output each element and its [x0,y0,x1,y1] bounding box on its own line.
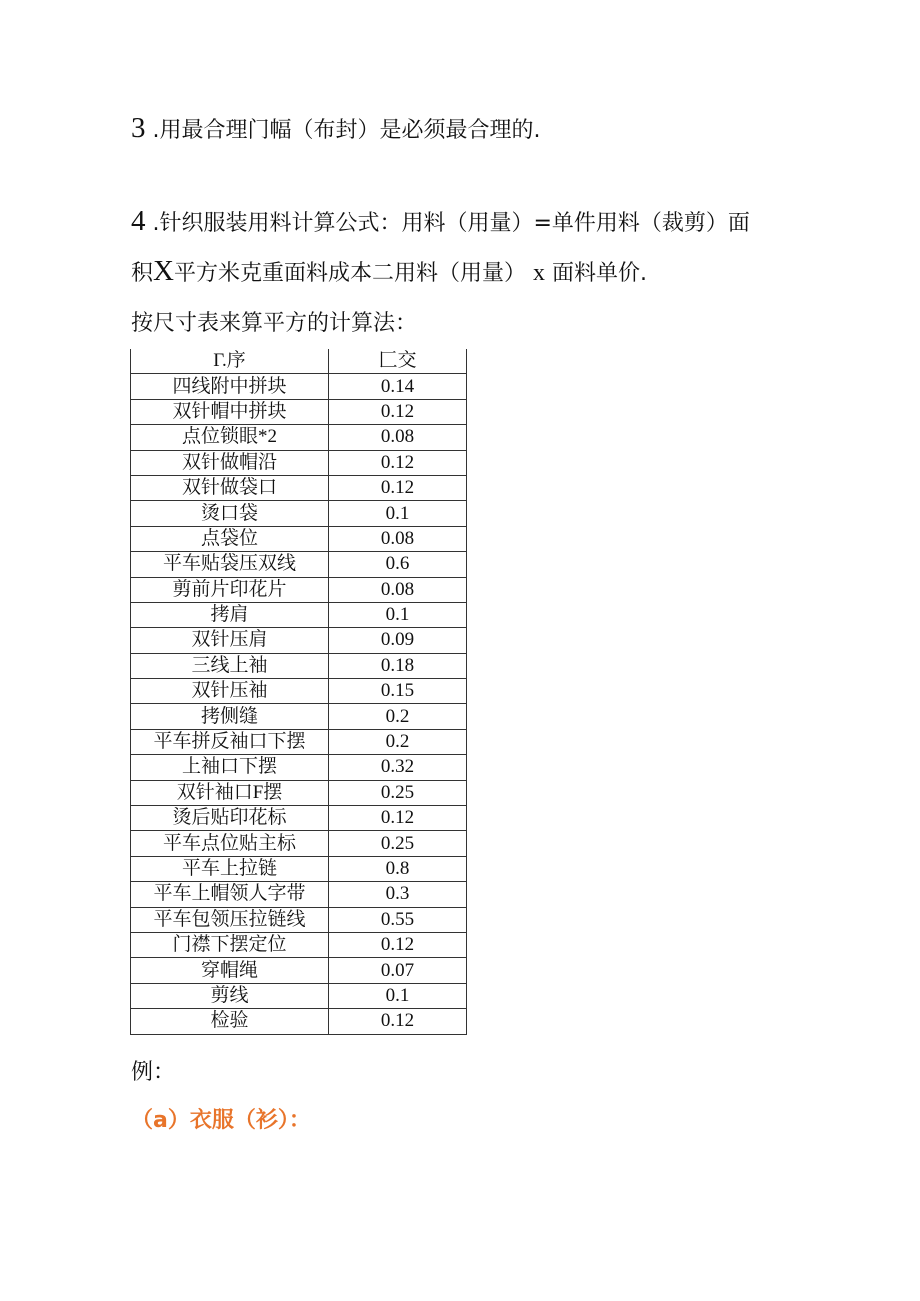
paragraph-4-line-2-part-a: 积 [131,261,154,286]
process-name-cell: 平车点位贴主标 [131,831,329,856]
process-name-cell: 剪前片印花片 [131,577,329,602]
process-name-cell: 烫口袋 [131,501,329,526]
table-row [131,526,467,551]
process-value-cell: 0.3 [329,882,467,907]
multiply-symbol: X [153,255,174,287]
process-value-cell: 0.55 [329,907,467,932]
process-name-cell: 双针袖口F摆 [131,780,329,805]
process-value-cell: 0.1 [329,983,467,1008]
process-value-cell: 0.12 [329,806,467,831]
process-name-cell: 四线附中拼块 [131,374,329,399]
process-value-cell: 0.25 [329,780,467,805]
table-header-row [131,349,467,374]
process-name-cell: 平车贴袋压双线 [131,552,329,577]
table-row [131,907,467,932]
paragraph-4-number: 4 [131,205,146,237]
process-value-cell: 0.1 [329,602,467,627]
table-row [131,628,467,653]
process-name-cell: 门襟下摆定位 [131,932,329,957]
process-value-cell: 0.15 [329,679,467,704]
paragraph-4-line-2-part-b: 平方米克重面料成本二用料（用量） [173,261,526,286]
subheading-clothing: （a）衣服（衫）： [131,1108,311,1133]
table-row [131,425,467,450]
process-name-cell: 双针压袖 [131,679,329,704]
paragraph-5: 按尺寸表来算平方的计算法： [131,311,418,336]
process-name-cell: 双针帽中拼块 [131,399,329,424]
process-value-cell: 0.6 [329,552,467,577]
table-row [131,374,467,399]
process-value-cell: 0.12 [329,1009,467,1034]
table-row [131,882,467,907]
process-name-cell: 双针做帽沿 [131,450,329,475]
process-value-cell: 0.08 [329,577,467,602]
table-row [131,679,467,704]
process-name-cell: 烫后贴印花标 [131,806,329,831]
process-name-cell: 平车拼反袖口下摆 [131,729,329,754]
example-label: 例： [131,1060,176,1085]
process-value-cell: 0.08 [329,425,467,450]
process-value-cell: 0.12 [329,399,467,424]
process-value-cell: 0.08 [329,526,467,551]
process-name-cell: 拷肩 [131,602,329,627]
process-name-cell: 点位锁眼*2 [131,425,329,450]
paragraph-4-line-1 [131,206,750,239]
process-name-cell: 穿帽绳 [131,958,329,983]
table-header-process: Γ.序 [131,349,329,374]
table-row [131,1009,467,1034]
paragraph-3-text: .用最合理门幅（布封）是必须最合理的. [145,118,541,143]
process-value-cell: 0.07 [329,958,467,983]
table-header-value: 匚交 [329,349,467,374]
process-name-cell: 平车上帽领人字带 [131,882,329,907]
process-value-cell: 0.32 [329,755,467,780]
process-value-cell: 0.12 [329,450,467,475]
process-value-cell: 0.8 [329,856,467,881]
table-row [131,729,467,754]
process-table [130,349,467,1035]
table-row [131,932,467,957]
table-row [131,856,467,881]
paragraph-4-line-2-part-c: 面料单价. [551,261,647,286]
table-row [131,806,467,831]
process-name-cell: 检验 [131,1009,329,1034]
paragraph-4-line-1-text: .针织服装用料计算公式：用料（用量）=单件用料（裁剪）面 [145,211,750,236]
process-name-cell: 拷侧缝 [131,704,329,729]
table-row [131,704,467,729]
process-value-cell: 0.2 [329,704,467,729]
process-value-cell: 0.12 [329,475,467,500]
table-row [131,475,467,500]
paragraph-3 [131,113,540,146]
multiply-symbol-small: x [532,260,545,286]
paragraph-3-number: 3 [131,112,146,144]
table-row [131,501,467,526]
process-value-cell: 0.12 [329,932,467,957]
process-value-cell: 0.18 [329,653,467,678]
process-value-cell: 0.09 [329,628,467,653]
table-row [131,958,467,983]
process-name-cell: 平车包领压拉链线 [131,907,329,932]
process-name-cell: 剪线 [131,983,329,1008]
table-row [131,450,467,475]
paragraph-4-line-2 [131,256,647,289]
process-value-cell: 0.14 [329,374,467,399]
table-row [131,552,467,577]
table-row [131,780,467,805]
table-row [131,602,467,627]
process-name-cell: 三线上袖 [131,653,329,678]
table-row [131,653,467,678]
table-row [131,755,467,780]
process-name-cell: 上袖口下摆 [131,755,329,780]
process-name-cell: 双针压肩 [131,628,329,653]
process-name-cell: 双针做袋口 [131,475,329,500]
process-table-body [131,349,467,1034]
table-row [131,983,467,1008]
process-value-cell: 0.25 [329,831,467,856]
process-value-cell: 0.2 [329,729,467,754]
process-name-cell: 平车上拉链 [131,856,329,881]
table-row [131,577,467,602]
process-name-cell: 点袋位 [131,526,329,551]
table-row [131,831,467,856]
table-row [131,399,467,424]
process-value-cell: 0.1 [329,501,467,526]
